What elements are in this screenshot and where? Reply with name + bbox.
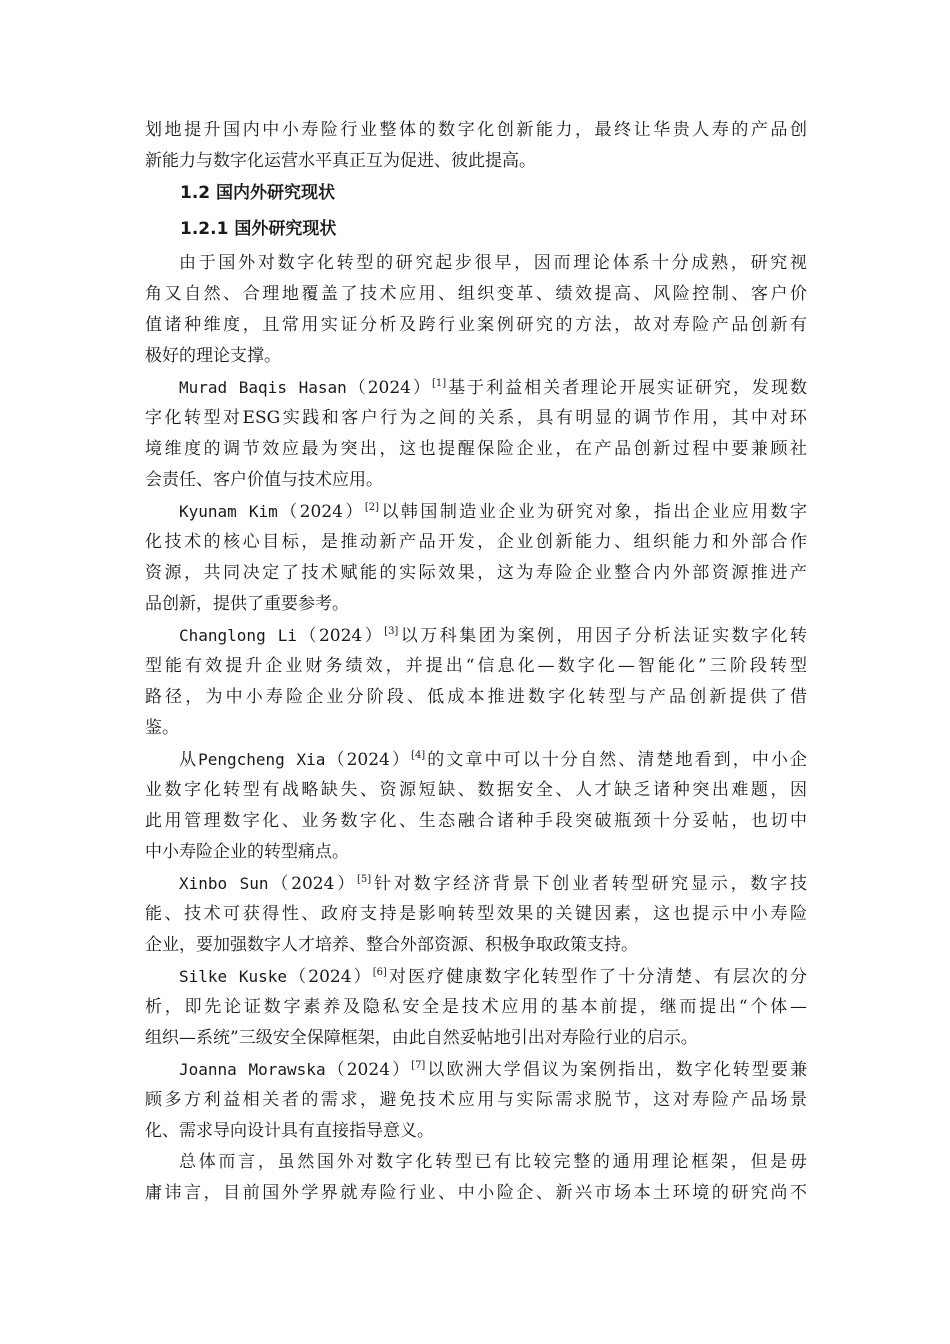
text-line: 值诸种维度，且常用实证分析及跨行业案例研究的方法，故对寿险产品创新有 [145,315,807,335]
text-line: 资源，共同决定了技术赋能的实际效果，这为寿险企业整合内外部资源推进产 [145,563,807,583]
author-name: Kyunam Kim [179,502,278,521]
text-line: 由于国外对数字化转型的研究起步很早，因而理论体系十分成熟，研究视 [179,253,807,273]
text-line: 顾多方利益相关者的需求，避免技术应用与实际需求脱节，这对寿险产品场景 [145,1090,807,1110]
text-fragment: 以韩国制造业企业为研究对象，指出企业应用数字 [379,502,807,522]
reference-marker: [5] [357,874,372,885]
section-heading-1-2-1: 1.2.1 国外研究现状 [180,219,337,239]
text-line [145,620,807,651]
citation-year: （2024） [325,750,412,770]
reference-marker: [1] [431,378,447,389]
citation-year: （2024） [287,967,373,987]
text-line: 字化转型对ESG实践和客户行为之间的关系，具有明显的调节作用，其中对环 [145,408,807,428]
text-line: 路径，为中小寿险企业分阶段、低成本推进数字化转型与产品创新提供了借 [145,687,807,707]
text-line: 境维度的调节效应最为突出，这也提醒保险企业，在产品创新过程中要兼顾社 [145,439,807,459]
text-line: 业数字化转型有战略缺失、资源短缺、数据安全、人才缺乏诸种突出难题，因 [145,780,807,800]
text-fragment: 对医疗健康数字化转型作了十分清楚、有层次的分 [386,967,808,987]
text-fragment: 基于利益相关者理论开展实证研究，发现数 [446,378,808,398]
reference-marker: [6] [372,967,387,978]
text-line: 会责任、客户价值与技术应用。 [145,470,383,490]
author-name: Changlong Li [179,626,298,645]
paragraph-li [145,620,807,744]
author-name: Xinbo Sun [179,874,269,893]
text-line: 庸讳言，目前国外学界就寿险行业、中小险企、新兴市场本土环境的研究尚不 [145,1183,807,1203]
author-name: Murad Baqis Hasan [179,378,347,397]
text-line: 角又自然、合理地覆盖了技术应用、组织变革、绩效提高、风险控制、客户价 [145,284,807,304]
text-line [145,372,807,403]
text-line [145,1054,807,1085]
reference-marker: [3] [384,626,399,637]
text-line: 析，即先论证数字素养及隐私安全是技术应用的基本前提，继而提出“个体— [145,997,807,1017]
citation-year: （2024） [297,626,385,646]
text-line: 新能力与数字化运营水平真正互为促进、彼此提高。 [145,151,536,171]
text-line: 总体而言，虽然国外对数字化转型已有比较完整的通用理论框架，但是毋 [179,1152,807,1172]
author-name: Joanna Morawska [179,1060,326,1079]
text-line: 此用管理数字化、业务数字化、生态融合诸种手段突破瓶颈十分妥帖，也切中 [145,811,807,831]
text-line: 组织—系统”三级安全保障框架，由此自然妥帖地引出对寿险行业的启示。 [145,1028,698,1048]
citation-year: （2024） [325,1060,412,1080]
author-name: Silke Kuske [179,967,288,986]
text-line: 品创新，提供了重要参考。 [145,594,349,614]
text-line: 企业，要加强数字人才培养、整合外部资源、积极争取政策支持。 [145,935,638,955]
citation-year: （2024） [277,502,365,522]
text-line [145,744,807,775]
text-fragment: 的文章中可以十分自然、清楚地看到，中小企 [425,750,808,770]
reference-marker: [7] [411,1060,426,1071]
paragraph-hasan [145,372,807,496]
paragraph-sun [145,868,807,961]
text-line [145,961,807,992]
citation-year: （2024） [346,378,432,398]
text-line: 划地提升国内中小寿险行业整体的数字化创新能力，最终让华贵人寿的产品创 [145,120,807,140]
text-line: 极好的理论支撑。 [145,346,281,366]
author-name: Pengcheng Xia [198,750,326,769]
text-line: 鉴。 [145,718,179,738]
paragraph-morawska [145,1054,807,1147]
text-fragment: 从 [179,750,199,770]
paragraph-overview [145,248,807,372]
text-line: 化技术的核心目标，是推动新产品开发，企业创新能力、组织能力和外部合作 [145,532,807,552]
text-line: 能、技术可获得性、政府支持是影响转型效果的关键因素，这也提示中小寿险 [145,904,807,924]
text-line [145,868,807,899]
text-fragment: 以欧洲大学倡议为案例指出，数字化转型要兼 [425,1060,807,1080]
text-line: 中小寿险企业的转型痛点。 [145,842,349,862]
intro-paragraph [145,115,807,177]
text-fragment: 以万科集团为案例，用因子分析法证实数字化转 [398,626,808,646]
paragraph-kuske [145,961,807,1054]
citation-year: （2024） [268,874,358,894]
text-line: 化、需求导向设计具有直接指导意义。 [145,1121,434,1141]
text-fragment: 针对数字经济背景下创业者转型研究显示，数字技 [371,874,808,894]
paragraph-summary [145,1147,807,1209]
text-line [145,496,807,527]
paragraph-kim [145,496,807,620]
section-heading-1-2: 1.2 国内外研究现状 [180,183,336,203]
text-line: 型能有效提升企业财务绩效，并提出“信息化—数字化—智能化”三阶段转型 [145,656,807,676]
paragraph-xia [145,744,807,868]
reference-marker: [2] [364,502,380,513]
reference-marker: [4] [411,750,426,761]
